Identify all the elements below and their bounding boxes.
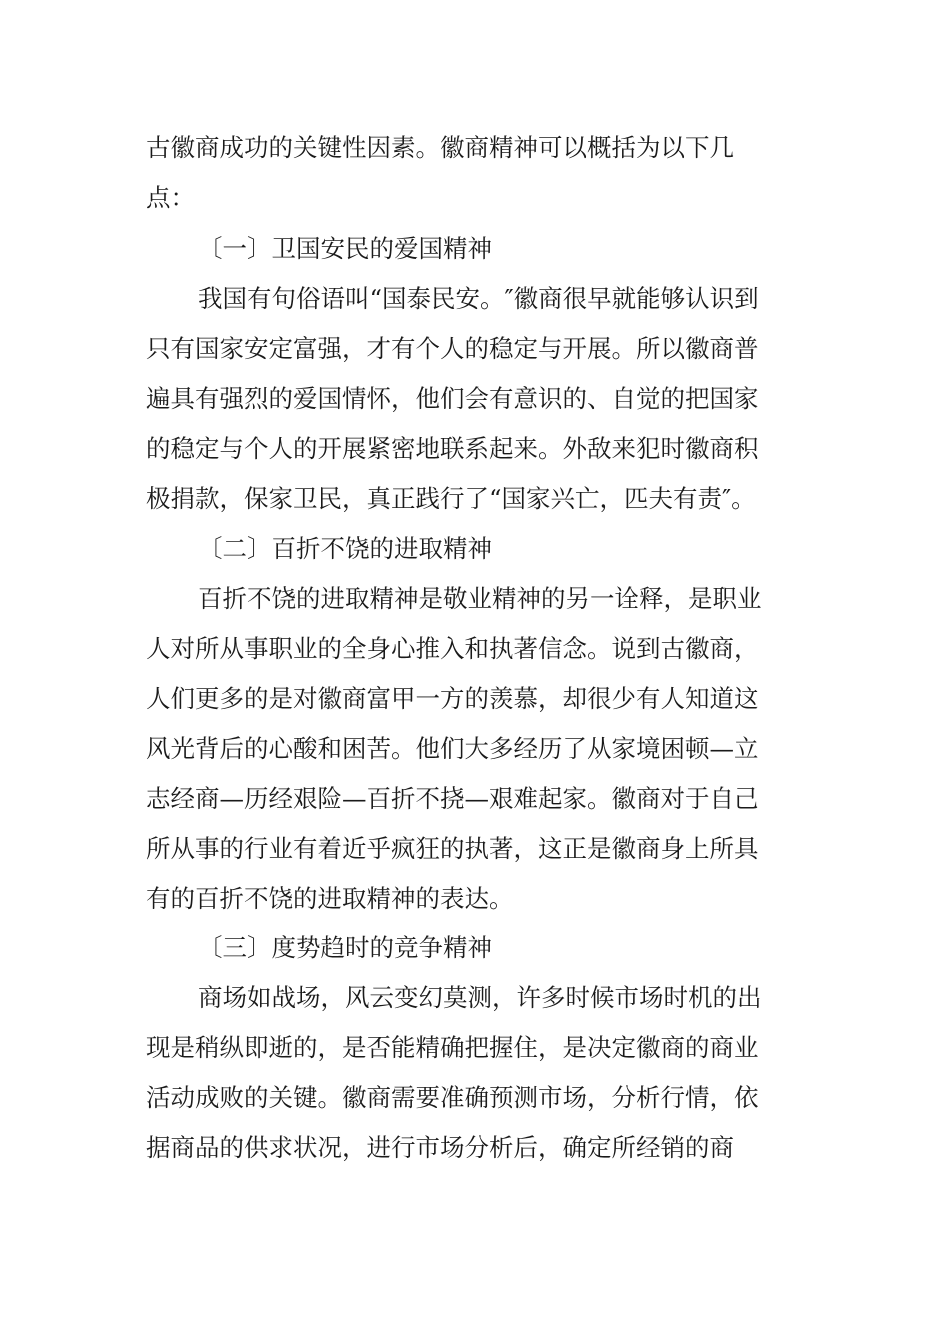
text-line: 我国有句俗语叫“国泰民安。″徽商很早就能够认识到 xyxy=(198,284,759,313)
text-line: 只有国家安定富强，才有个人的稳定与开展。所以徽商普 xyxy=(146,334,759,363)
text-line: 古徽商成功的关键性因素。徽商精神可以概括为以下几 xyxy=(146,133,734,162)
text-line: 活动成败的关键。徽商需要准确预测市场，分析行情，依 xyxy=(146,1083,759,1112)
section-heading-2: 〔二〕百折不饶的进取精神 xyxy=(198,534,492,563)
text-line: 志经商—历经艰险—百折不挠—艰难起家。徽商对于自己 xyxy=(146,784,759,813)
text-line: 点： xyxy=(146,183,195,212)
text-line: 有的百折不饶的进取精神的表达。 xyxy=(146,884,514,913)
section-heading-1: 〔一〕卫国安民的爱国精神 xyxy=(198,234,492,263)
text-line: 据商品的供求状况，进行市场分析后，确定所经销的商 xyxy=(146,1133,734,1162)
text-line: 现是稍纵即逝的，是否能精确把握住，是决定徽商的商业 xyxy=(146,1033,759,1062)
text-line: 风光背后的心酸和困苦。他们大多经历了从家境困顿—立 xyxy=(146,734,759,763)
text-line: 所从事的行业有着近乎疯狂的执著，这正是徽商身上所具 xyxy=(146,834,759,863)
section-heading-3: 〔三〕度势趋时的竞争精神 xyxy=(198,933,492,962)
text-line: 遍具有强烈的爱国情怀，他们会有意识的、自觉的把国家 xyxy=(146,384,759,413)
text-line: 极捐款，保家卫民，真正践行了“国家兴亡，匹夫有责″。 xyxy=(146,484,756,513)
text-line: 人们更多的是对徽商富甲一方的羡慕，却很少有人知道这 xyxy=(146,684,759,713)
text-line: 商场如战场，风云变幻莫测，许多时候市场时机的出 xyxy=(198,983,762,1012)
text-line: 的稳定与个人的开展紧密地联系起来。外敌来犯时徽商积 xyxy=(146,434,759,463)
text-line: 人对所从事职业的全身心推入和执著信念。说到古徽商， xyxy=(146,634,759,663)
text-line: 百折不饶的进取精神是敬业精神的另一诠释，是职业 xyxy=(198,584,762,613)
